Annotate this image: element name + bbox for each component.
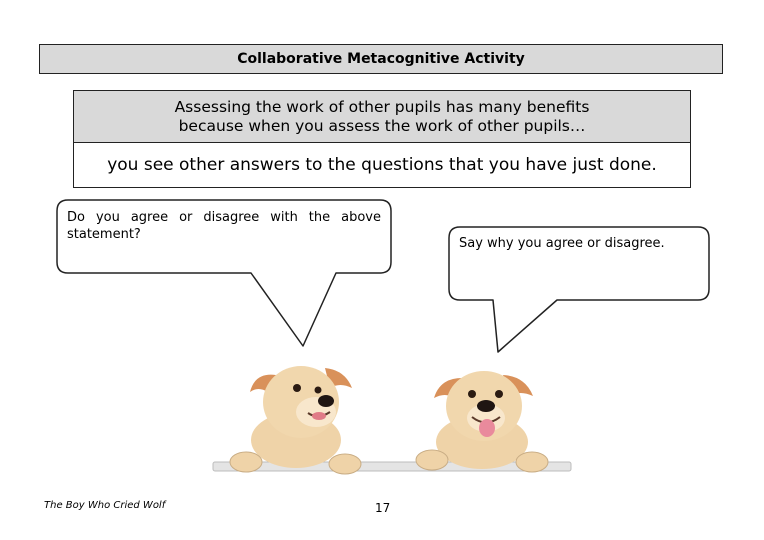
statement-answer-text: you see other answers to the questions that you have just done.: [107, 155, 657, 175]
puppy-left-icon: [230, 366, 361, 474]
activity-title-text: Collaborative Metacognitive Activity: [237, 51, 525, 67]
page-number: 17: [375, 501, 391, 515]
footer-book-title: The Boy Who Cried Wolf: [44, 500, 166, 511]
speech-bubble-left-text: Do you agree or disagree with the above statement?: [67, 210, 381, 242]
puppy-right-icon: [416, 371, 548, 472]
statement-line-1: Assessing the work of other pupils has many benefits: [174, 97, 590, 116]
statement-line-2: because when you assess the work of other pupils…: [178, 116, 586, 135]
speech-bubble-right-text: Say why you agree or disagree.: [459, 236, 665, 251]
